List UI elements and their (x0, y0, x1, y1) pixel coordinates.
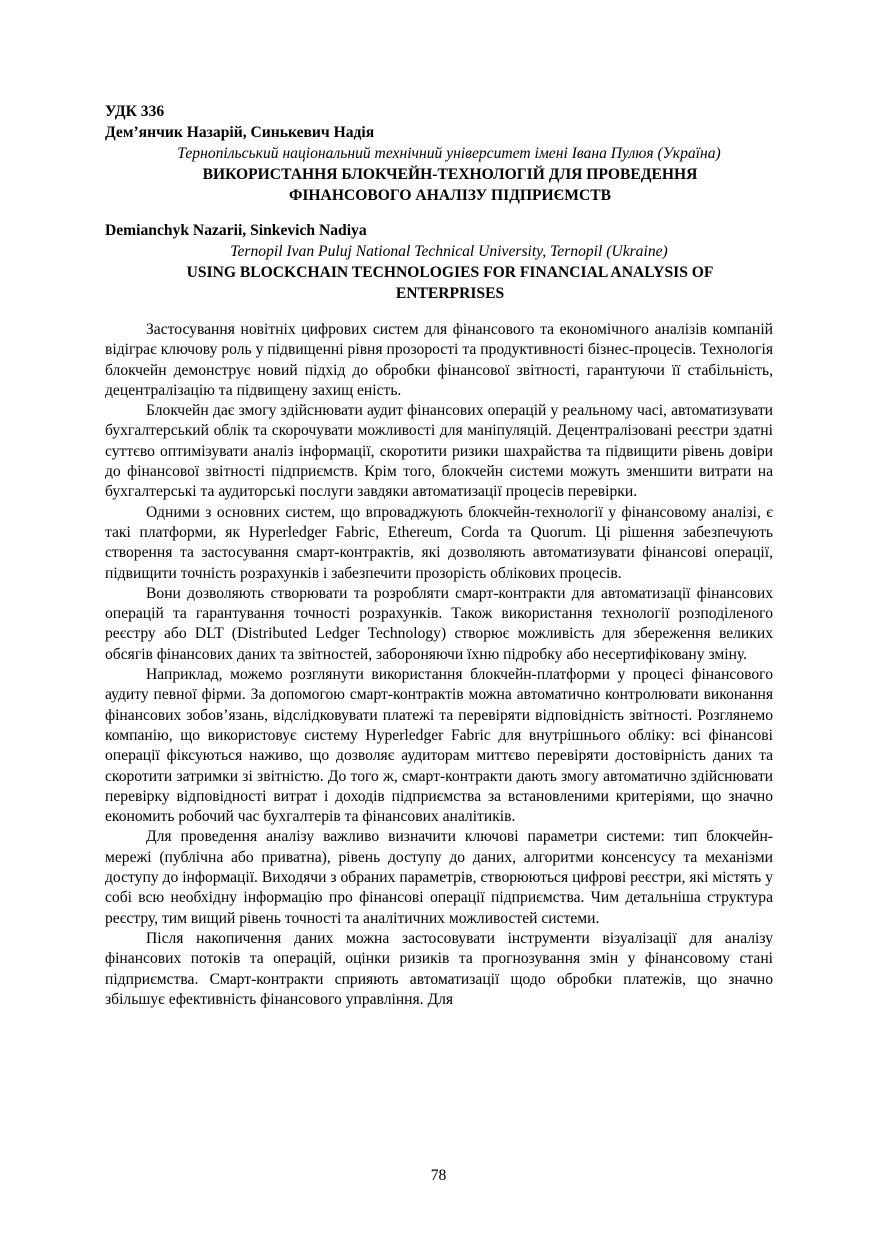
authors-en: Demianchyk Nazarii, Sinkevich Nadiya (105, 222, 367, 239)
authors-ua: Дем’янчик Назарій, Синькевич Надія (105, 124, 375, 141)
title-en-line-1: USING BLOCKCHAIN TECHNOLOGIES FOR FINANCIAL ANALYSIS OF (186, 264, 714, 281)
section-spacer (105, 304, 773, 320)
affiliation-en: Ternopil Ivan Puluj National Technical University, Ternopil (Ukraine) (230, 243, 668, 260)
body-paragraph: Вони дозволяють створювати та розробляти смарт-контракти для автоматизації фінансових операцій та гарантування точності розрахунків. Також використання технології розподіленого реєстру або DLT (Distributed Ledger Technology) створює можливість для збереження великих обсягів фінансових даних та звітностей, забороняючи їхню підробку або несертифіковану зміну. (105, 584, 773, 663)
body-text (105, 320, 773, 1010)
body-paragraph: Застосування новітніх цифрових систем для фінансового та економічного аналізів компаній відіграє ключову роль у підвищенні рівня прозорості та продуктивності бізнес-процесів. Технологія блокчейн демонструє новий підхід до обробки фінансової звітності, гарантуючи її стабільність, децентралізацію та підвищену захищ еність. (105, 321, 773, 399)
body-paragraph: Наприклад, можемо розглянути використання блокчейн-платформи у процесі фінансового аудиту певної фірми. За допомогою смарт-контрактів можна автоматично контролювати виконання фінансових зобов’язань, відслідковувати платежі та перевіряти відповідність звітності. Розглянемо компанію, що використовує систему Hyperledger Fabric для внутрішнього обліку: всі фінансові операції фіксуються наживо, що дозволяє аудиторам миттєво перевіряти достовірність даних та скоротити затримки зі звітністю. До того ж, смарт-контракти дають змогу автоматично здійснювати перевірку відповідності витрат і доходів підприємства за встановленими критеріями, що значно економить робочий час бухгалтерів та фінансових аналітиків. (105, 666, 773, 826)
body-paragraph: Для проведення аналізу важливо визначити ключові параметри системи: тип блокчейн-мережі (публічна або приватна), рівень доступу до даних, алгоритми консенсусу та механізми доступу до інформації. Виходячи з обраних параметрів, створюються цифрові реєстри, які містять у собі всю необхідну інформацію про фінансові операції підприємства. Чим детальніша структура реєстру, тим вищий рівень точності та аналітичних можливостей системи. (105, 828, 773, 927)
title-ua-line-1: ВИКОРИСТАННЯ БЛОКЧЕЙН-ТЕХНОЛОГІЙ ДЛЯ ПРОВЕДЕННЯ (202, 166, 698, 183)
affiliation-ua: Тернопільський національний технічний університет імені Івана Пулюя (Україна) (177, 145, 721, 162)
body-paragraph: Одними з основних систем, що впроваджують блокчейн-технології у фінансовому аналізі, є такі платформи, як Hyperledger Fabric, Ethereum, Corda та Quorum. Ці рішення забезпечують створення та застосування смарт-контрактів, які дозволяють автоматизувати фінансові операції, підвищити точність розрахунків і забезпечити прозорість облікових процесів. (105, 503, 773, 582)
page-number: 78 (430, 1167, 447, 1184)
title-en-line-2: ENTERPRISES (395, 285, 505, 302)
title-ua-line-2: ФІНАНСОВОГО АНАЛІЗУ ПІДПРИЄМСТВ (288, 187, 612, 204)
paper-page (105, 101, 773, 1010)
body-paragraph: Після накопичення даних можна застосовувати інструменти візуалізації для аналізу фінансових потоків та операцій, оцінки ризиків та прогнозування змін у фінансовому стані підприємства. Смарт-контракти сприяють автоматизації щодо обробки платежів, що значно збільшує ефективність фінансового управління. Для (105, 929, 773, 1008)
body-paragraph: Блокчейн дає змогу здійснювати аудит фінансових операцій у реальному часі, автоматизувати бухгалтерський облік та скорочувати можливості для маніпуляцій. Децентралізовані реєстри здатні суттєво оптимізувати аналіз інформації, скоротити ризики шахрайства та підвищити рівень довіри до фінансової звітності підприємств. Крім того, блокчейн системи можуть зменшити витрати на бухгалтерські та аудиторські послуги завдяки автоматизації процесів перевірки. (105, 402, 773, 501)
udc-code: УДК 336 (105, 103, 165, 120)
section-spacer (105, 206, 773, 220)
